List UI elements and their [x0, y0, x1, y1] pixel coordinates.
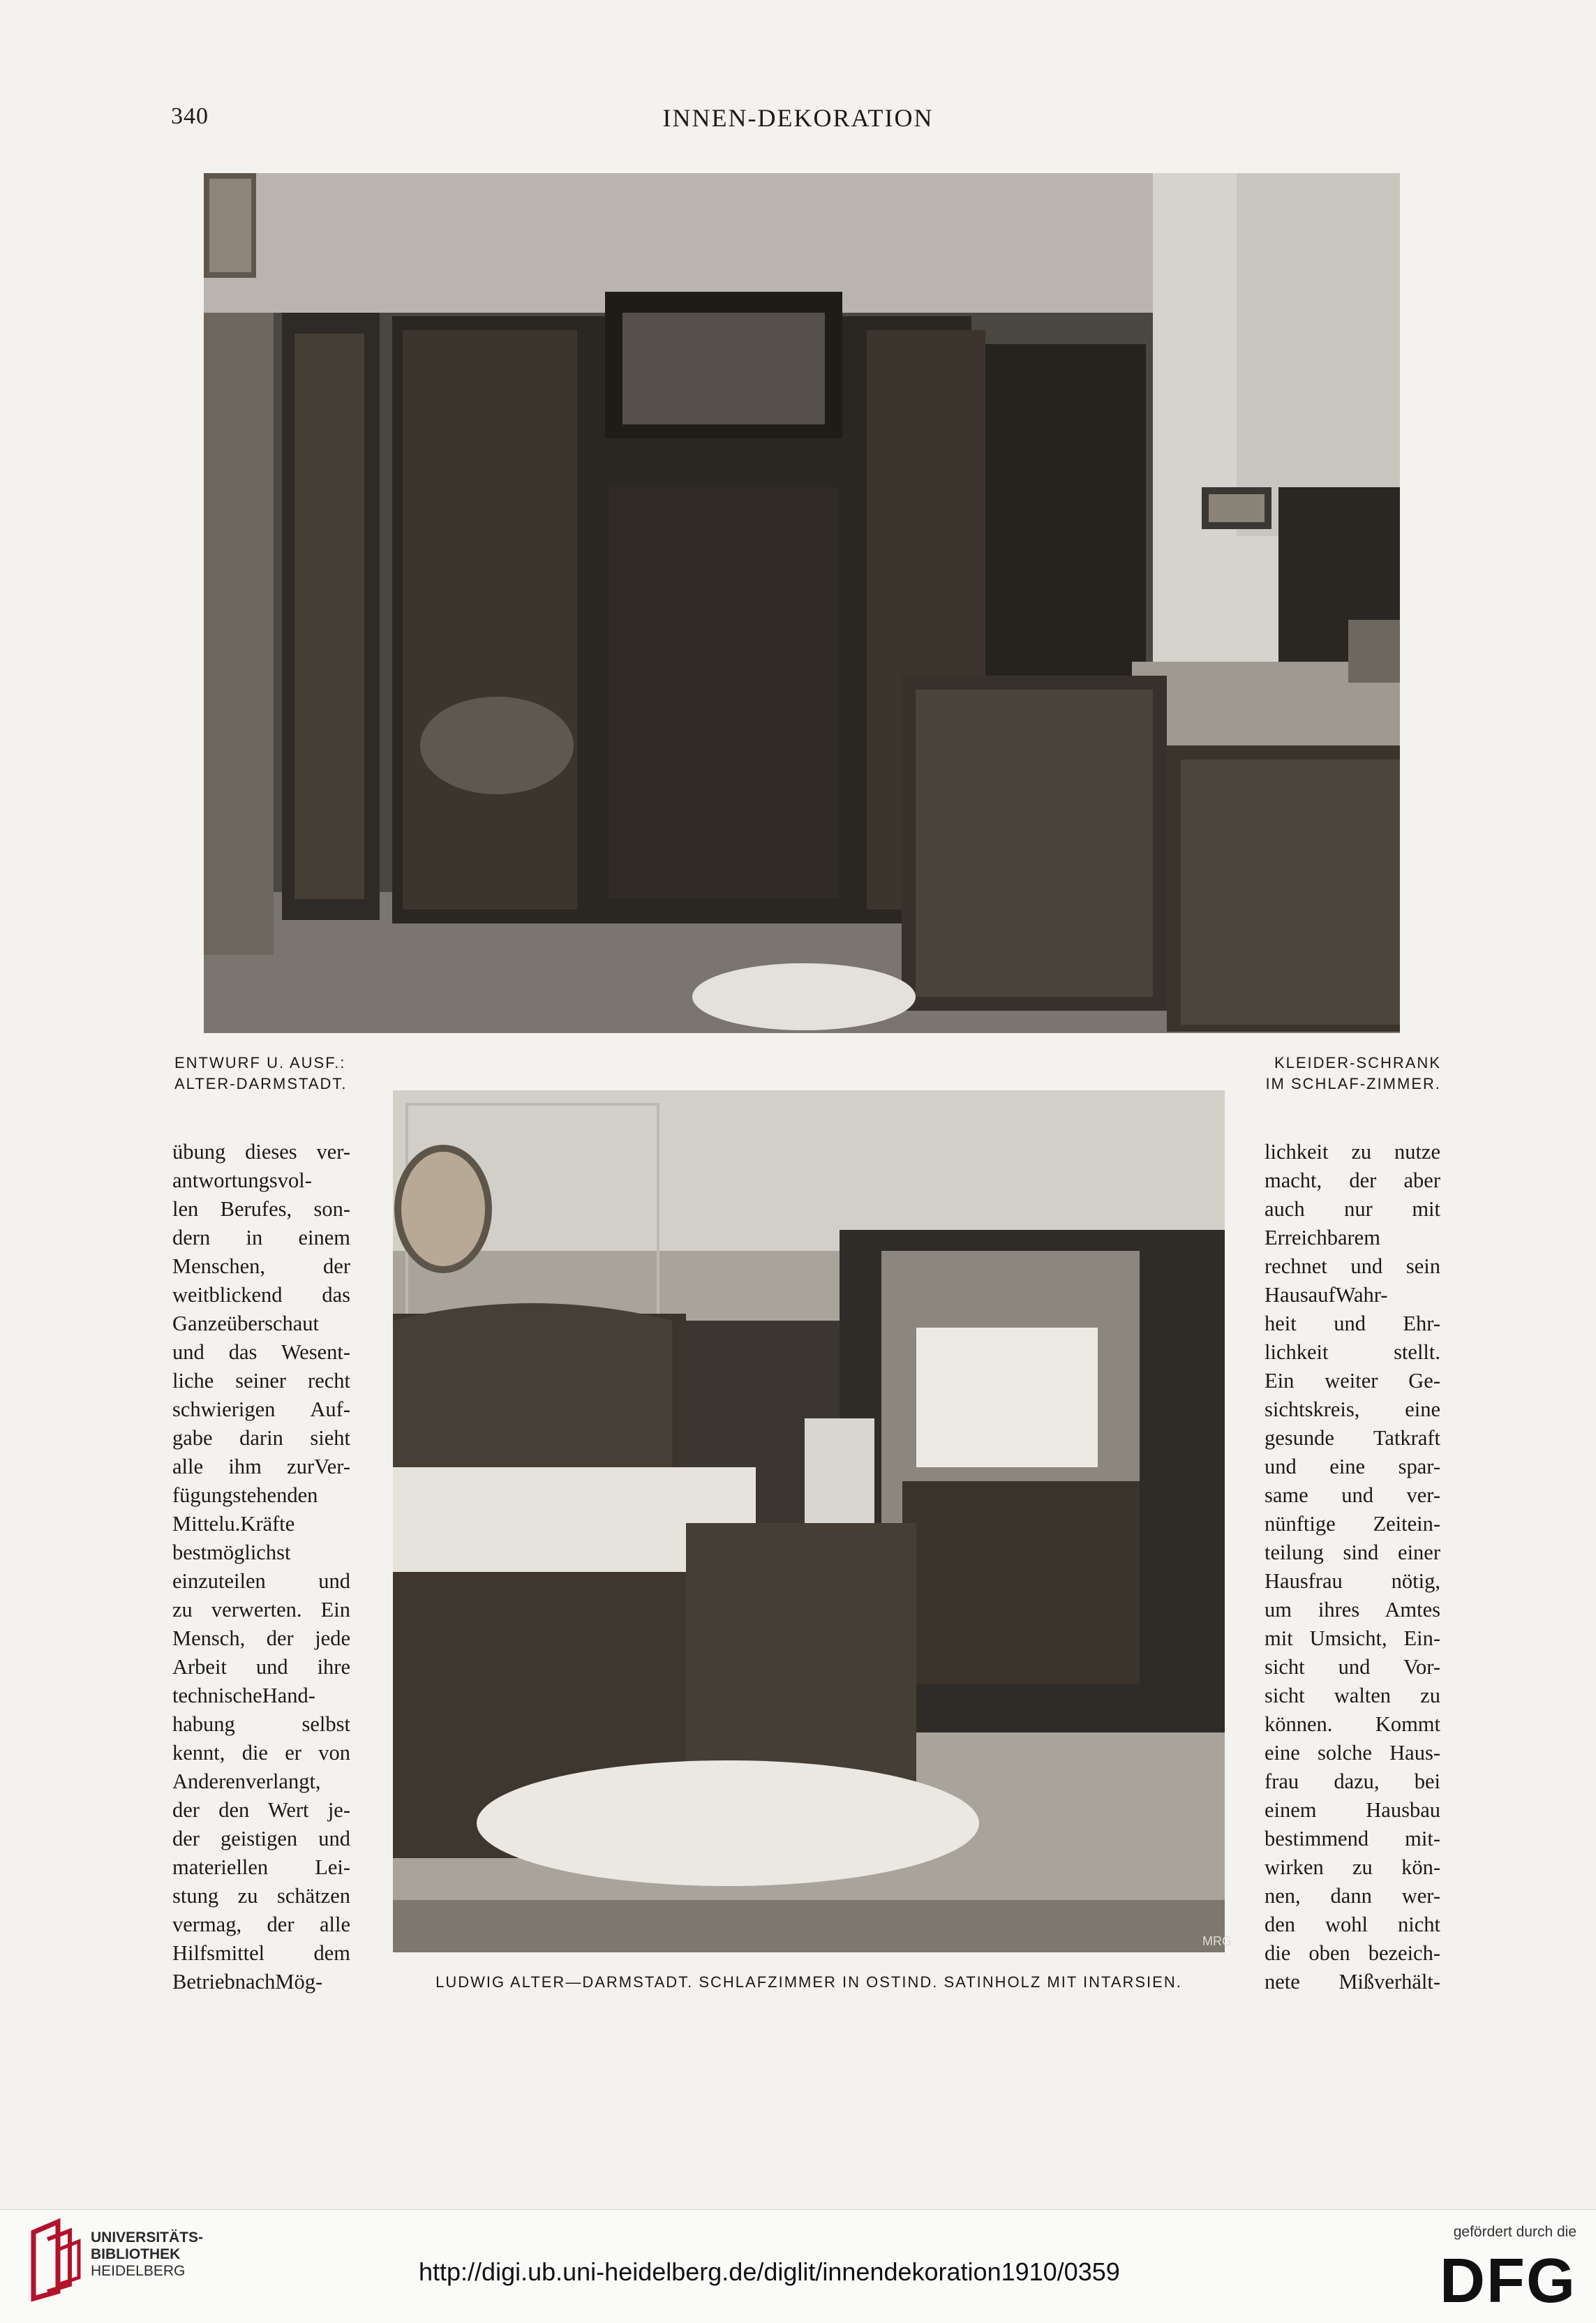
library-name-line: HEIDELBERG: [91, 2263, 186, 2279]
digitization-footer: [0, 2209, 1596, 2323]
text-line: um ihres Amtes: [1265, 1598, 1440, 1621]
running-head: [0, 103, 1596, 145]
text-line: schwierigen Auf-: [172, 1397, 350, 1421]
text-line: Ein weiter Ge-: [1265, 1369, 1440, 1393]
text-line: wirken zu kön-: [1265, 1855, 1440, 1879]
text-line: die oben bezeich-: [1265, 1941, 1440, 1965]
text-line: der geistigen und: [172, 1827, 350, 1850]
caption-bottom: LUDWIG ALTER—DARMSTADT. SCHLAFZIMMER IN OSTIND. SATINHOLZ MIT INTARSIEN.: [435, 1973, 1182, 1991]
text-line: weitblickend das: [172, 1283, 350, 1307]
text-line: macht, der aber: [1265, 1168, 1440, 1192]
text-line: same und ver-: [1265, 1483, 1440, 1507]
caption-right-line: IM SCHLAF-ZIMMER.: [1265, 1075, 1441, 1092]
text-line: HausaufWahr-: [1265, 1283, 1388, 1307]
text-line: zu verwerten. Ein: [172, 1598, 350, 1621]
text-line: rechnet und sein: [1265, 1254, 1440, 1278]
text-line: teilung sind einer: [1265, 1541, 1440, 1564]
text-line: alle ihm zurVer-: [172, 1455, 350, 1478]
text-line: len Berufes, son-: [172, 1197, 350, 1221]
text-line: Ganzeüberschaut: [172, 1312, 320, 1335]
text-line: sicht walten zu: [1265, 1684, 1440, 1707]
text-line: Erreichbarem: [1265, 1226, 1380, 1249]
text-line: und das Wesent-: [172, 1340, 350, 1364]
text-line: vermag, der alle: [172, 1913, 350, 1936]
text-line: Mensch, der jede: [172, 1626, 350, 1650]
text-line: heit und Ehr-: [1265, 1312, 1440, 1335]
text-column-left: [172, 1138, 350, 1996]
text-line: mit Umsicht, Ein-: [1265, 1626, 1440, 1650]
text-line: gesunde Tatkraft: [1265, 1426, 1440, 1450]
text-line: frau dazu, bei: [1265, 1769, 1440, 1793]
library-name-line: BIBLIOTHEK: [91, 2246, 181, 2262]
text-line: den wohl nicht: [1265, 1913, 1440, 1936]
text-line: kennt, die er von: [172, 1741, 350, 1765]
digitization-url-link[interactable]: http://digi.ub.uni-heidelberg.de/diglit/innendekoration1910/0359: [419, 2257, 1120, 2286]
text-line: und eine spar-: [1265, 1455, 1440, 1478]
text-line: antwortungsvol-: [172, 1168, 312, 1192]
photo-signature: MRG: [1202, 1934, 1232, 1948]
text-line: Hilfsmittel dem: [172, 1941, 350, 1965]
text-line: auch nur mit: [1265, 1197, 1440, 1221]
text-column-right: [1265, 1138, 1440, 1996]
library-name-line: UNIVERSITÄTS-: [91, 2229, 204, 2246]
university-library-name: [91, 2229, 203, 2280]
text-line: lichkeit zu nutze: [1265, 1140, 1440, 1164]
journal-title: INNEN-DEKORATION: [662, 104, 934, 132]
text-line: liche seiner recht: [172, 1369, 350, 1393]
university-library-logo-icon: [27, 2218, 82, 2306]
text-line: nen, dann wer-: [1265, 1884, 1440, 1908]
text-line: sichtskreis, eine: [1265, 1397, 1440, 1421]
text-line: eine solche Haus-: [1265, 1741, 1440, 1765]
text-line: können. Kommt: [1265, 1712, 1440, 1736]
caption-left-line: ALTER-DARMSTADT.: [174, 1075, 348, 1092]
dfg-logo: DFG: [1440, 2246, 1576, 2316]
text-line: materiellen Lei-: [172, 1855, 350, 1879]
text-line: der den Wert je-: [172, 1798, 350, 1822]
photo-wardrobe: [204, 173, 1400, 1033]
text-line: Hausfrau nötig,: [1265, 1569, 1440, 1593]
caption-left: [174, 1053, 348, 1094]
text-line: dern in einem: [172, 1226, 350, 1249]
text-line: nünftige Zeitein-: [1265, 1512, 1440, 1536]
text-line: übung dieses ver-: [172, 1140, 350, 1164]
text-line: bestimmend mit-: [1265, 1827, 1440, 1850]
text-line: lichkeit stellt.: [1265, 1340, 1440, 1364]
text-line: einzuteilen und: [172, 1569, 350, 1593]
text-line: Menschen, der: [172, 1254, 350, 1278]
text-line: einem Hausbau: [1265, 1798, 1440, 1822]
photo-bedroom: [393, 1090, 1232, 1952]
text-line: bestmöglichst: [172, 1541, 291, 1564]
page-number: 340: [171, 103, 209, 129]
text-line: sicht und Vor-: [1265, 1655, 1440, 1679]
text-line: stung zu schätzen: [172, 1884, 350, 1908]
text-line: BetriebnachMög-: [172, 1970, 323, 1994]
caption-left-line: ENTWURF U. AUSF.:: [174, 1054, 346, 1071]
text-line: fügungstehenden: [172, 1483, 318, 1507]
caption-right-line: KLEIDER-SCHRANK: [1274, 1054, 1441, 1071]
text-line: Anderenverlangt,: [172, 1769, 321, 1793]
text-line: habung selbst: [172, 1712, 350, 1736]
text-line: gabe darin sieht: [172, 1426, 350, 1450]
text-line: Mittelu.Kräfte: [172, 1512, 295, 1536]
caption-right: [1239, 1053, 1441, 1094]
text-line: nete Mißverhält-: [1265, 1970, 1440, 1994]
funding-note: gefördert durch die: [1453, 2224, 1576, 2240]
text-line: technischeHand-: [172, 1684, 315, 1707]
text-line: Arbeit und ihre: [172, 1655, 350, 1679]
